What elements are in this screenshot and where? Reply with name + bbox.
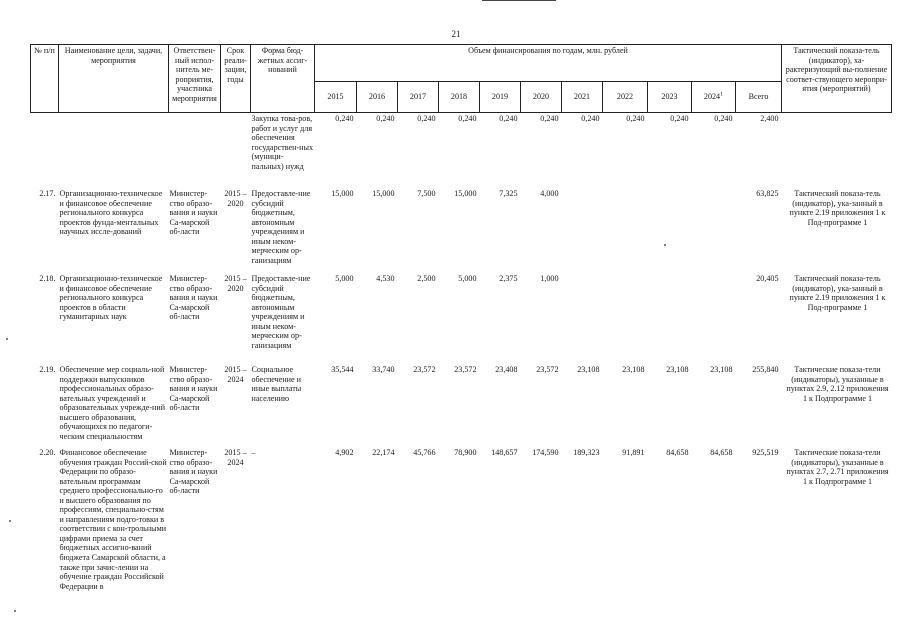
value-2015: 5,000: [335, 274, 354, 283]
row-term: 2015 – 2024: [224, 365, 247, 384]
table-row: [31, 113, 892, 189]
value-2016: 4,530: [376, 274, 395, 283]
value-2017: 45,766: [413, 448, 436, 457]
row-term: 2015 – 2024: [224, 448, 247, 467]
scan-speck: [6, 338, 8, 340]
row-number: 2.18.: [39, 274, 56, 283]
value-2024: 23,108: [710, 365, 733, 374]
value-2019: 2,375: [499, 274, 518, 283]
table-row: [31, 188, 892, 273]
table-row: [31, 447, 892, 609]
value-2023: 0,240: [670, 114, 689, 123]
value-2019: 0,240: [499, 114, 518, 123]
row-responsible: Министер-ство образо-вания и науки Са-марской об-ласти: [169, 448, 218, 496]
value-2023: 84,658: [666, 448, 689, 457]
header-term: Срок реали-зации, годы: [221, 45, 251, 113]
row-form: Предоставле-ние субсидий бюджетным, автономным учреждениям и иным неком-мерческим ор-ганизациям: [251, 189, 311, 265]
value-2022: 23,108: [622, 365, 645, 374]
value-2019: 7,325: [499, 189, 518, 198]
scan-speck: [14, 610, 16, 612]
row-indicator: [782, 113, 892, 189]
row-indicator: Тактические показа-тели (индикаторы), указанные в пунктах 2.9, 2.12 приложения 1 к Подпрограмме 1: [786, 365, 889, 403]
value-2022: 0,240: [626, 114, 645, 123]
value-2019: 148,657: [491, 448, 518, 457]
value-total: 255,840: [752, 365, 779, 374]
page-number: 21: [451, 29, 461, 39]
row-responsible: Министер-ство образо-вания и науки Са-марской об-ласти: [169, 189, 218, 237]
header-year: 2021: [562, 82, 603, 113]
value-2018: 5,000: [458, 274, 477, 283]
value-2017: 2,500: [417, 274, 436, 283]
row-number: 2.19.: [39, 365, 56, 374]
value-total: 20,405: [756, 274, 779, 283]
value-2017: 23,572: [413, 365, 436, 374]
header-year: 2015: [315, 82, 357, 113]
header-year: 2016: [357, 82, 398, 113]
value-2021: 189,323: [573, 448, 600, 457]
value-2024: [692, 273, 736, 364]
value-2018: 15,000: [454, 189, 477, 198]
value-2016: 33,740: [372, 365, 395, 374]
value-2022: [603, 273, 648, 364]
scan-speck: [9, 520, 11, 522]
value-2016: 0,240: [376, 114, 395, 123]
row-indicator: Тактические показа-тели (индикаторы), указанные в пунктах 2.7, 2.71 приложения 1 к Подпрограмме 1: [786, 448, 889, 486]
row-name: Организационно-техническое и финансовое обеспечение регионального конкурса проектов фунда-ментальных научных иссле-дований: [59, 189, 163, 237]
row-name: Организационно-техническое и финансовое обеспечение регионального конкурса проектов в области гуманитарных наук: [59, 274, 163, 322]
top-edge-line: [482, 0, 556, 1]
value-total: 925,519: [752, 448, 779, 457]
value-2023: [648, 273, 692, 364]
value-2023: [648, 188, 692, 273]
value-total: 63,825: [756, 189, 779, 198]
value-2023: 23,108: [666, 365, 689, 374]
financing-table: [30, 44, 892, 609]
value-2016: 22,174: [372, 448, 395, 457]
value-2018: 23,572: [454, 365, 477, 374]
value-2022: 91,891: [622, 448, 645, 457]
header-year: 2020: [521, 82, 562, 113]
header-year-2024: [692, 82, 736, 113]
value-2024: 0,240: [714, 114, 733, 123]
value-2019: 23,408: [495, 365, 518, 374]
value-2015: 35,544: [331, 365, 354, 374]
table-row: [31, 273, 892, 364]
header-year: 2023: [648, 82, 692, 113]
row-indicator: Тактический показа-тель (индикатор), ука-занный в пункте 2.19 приложения 1 к Под-программе 1: [789, 189, 886, 227]
row-number: 2.20.: [39, 448, 56, 457]
value-2024: [692, 188, 736, 273]
header-financing: Объем финансирования по годам, млн. рублей: [315, 45, 782, 82]
row-number: [31, 113, 59, 189]
table-row: [31, 364, 892, 447]
row-term: 2015 – 2020: [224, 274, 247, 293]
row-name: Финансовое обеспечение обучения граждан Россий-ской Федерации по образо-вательным программам среднего профессионально-го и высшего образования по профессиям, специально-стям и направлениям подго-товки в соответствии с кон-трольными цифрами приема за счет бюджетных ассигно-ваний бюджета Самарской области, а также при зачис-лении на обучение граждан Российской Федерации в: [59, 448, 167, 591]
header-year: 2019: [480, 82, 521, 113]
value-2015: 15,000: [331, 189, 354, 198]
header-forms: Форма бюд-жетных ассиг-нований: [251, 45, 315, 113]
header-indicator: Тактический показа-тель (индикатор), ха-рактеризующий вы-полнение соответ-ствующего меропри-ятия (мероприятий): [782, 45, 892, 113]
footnote-mark: 1: [720, 91, 724, 98]
value-2020: 23,572: [536, 365, 559, 374]
row-name: [59, 113, 169, 189]
value-total: 2,400: [760, 114, 779, 123]
row-responsible: Министер-ство образо-вания и науки Са-марской об-ласти: [169, 365, 218, 413]
value-2021: [562, 188, 603, 273]
year-label: 2024: [703, 92, 721, 102]
row-form: Закупка това-ров, работ и услуг для обеспечения государствен-ных (муници-пальных) нужд: [251, 114, 313, 171]
header-year: 2022: [603, 82, 648, 113]
value-2020: 1,000: [540, 274, 559, 283]
value-2015: 4,902: [335, 448, 354, 457]
header-year: 2017: [398, 82, 439, 113]
header-responsible: Ответствен-ный испол-нитель ме-роприятия, участника мероприятия: [169, 45, 221, 113]
header-year: 2018: [439, 82, 480, 113]
row-responsible: Министер-ство образо-вания и науки Са-марской об-ласти: [169, 274, 218, 322]
scan-speck: [664, 244, 666, 246]
row-indicator: Тактический показа-тель (индикатор), ука-занный в пункте 2.19 приложения 1 к Под-программе 1: [789, 274, 886, 312]
row-form: –: [251, 448, 256, 457]
row-responsible: [169, 113, 221, 189]
header-total: Всего: [736, 82, 782, 113]
value-2020: 174,590: [532, 448, 559, 457]
value-2020: 4,000: [540, 189, 559, 198]
value-2018: 78,900: [454, 448, 477, 457]
value-2021: 23,108: [577, 365, 600, 374]
value-2024: 84,658: [710, 448, 733, 457]
header-name: Наименование цели, задачи, мероприятия: [59, 45, 169, 113]
value-2016: 15,000: [372, 189, 395, 198]
row-form: Социальное обеспечение и иные выплаты населению: [251, 365, 302, 403]
value-2017: 0,240: [417, 114, 436, 123]
row-term: [221, 113, 251, 189]
value-2018: 0,240: [458, 114, 477, 123]
row-name: Обеспечение мер социаль-ной поддержки выпускников профессиональных образо-вательных учреждений и образовательных учрежде-ний высшего образования, обучающихся по педагоги-ческим специальностям: [59, 365, 166, 441]
value-2022: [603, 188, 648, 273]
value-2020: 0,240: [540, 114, 559, 123]
value-2015: 0,240: [335, 114, 354, 123]
value-2021: 0,240: [581, 114, 600, 123]
row-number: 2.17.: [39, 189, 56, 198]
row-term: 2015 – 2020: [224, 189, 247, 208]
row-form: Предоставле-ние субсидий бюджетным, автономным учреждениям и иным неком-мерческим ор-ганизациям: [251, 274, 311, 350]
value-2017: 7,500: [417, 189, 436, 198]
header-no: № п/п: [31, 45, 59, 113]
value-2021: [562, 273, 603, 364]
